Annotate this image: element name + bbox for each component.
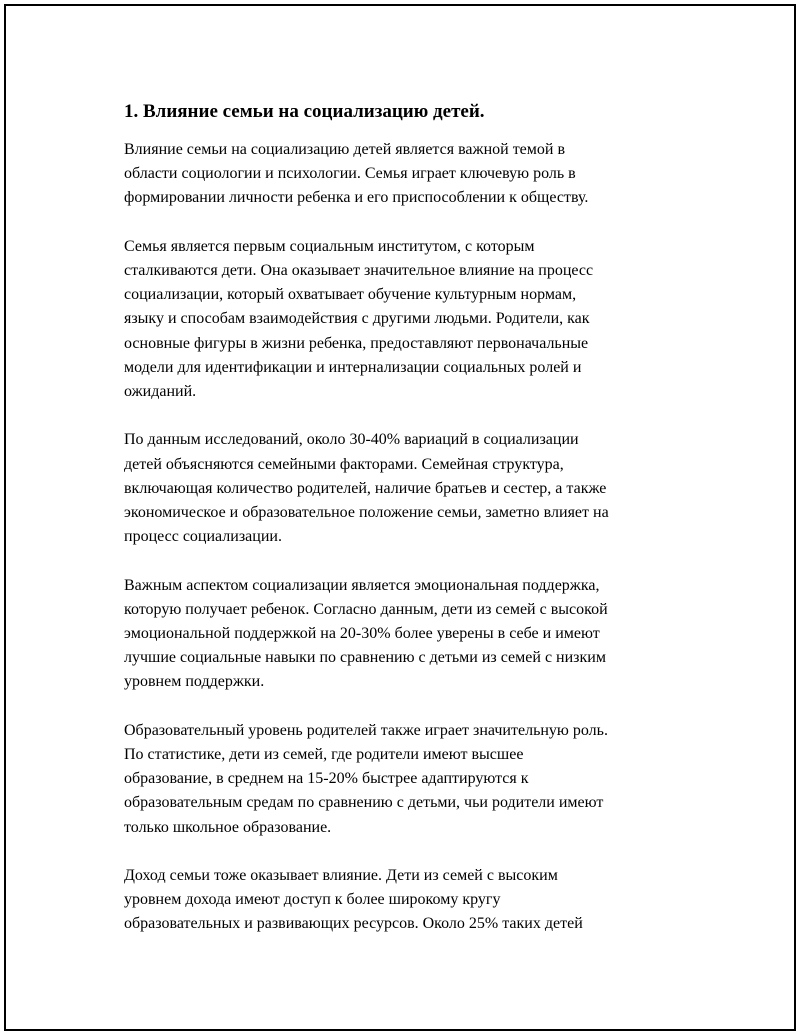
text-line: образование, в среднем на 15-20% быстрее адаптируются к (124, 770, 529, 788)
text-line: детей объясняются семейными факторами. Семейная структура, (124, 455, 564, 473)
text-line: сталкиваются дети. Она оказывает значительное влияние на процесс (124, 262, 594, 279)
page-frame (4, 4, 796, 1031)
text-line: Семья является первым социальным институтом, с которым (124, 237, 535, 255)
text-line: основные фигуры в жизни ребенка, предоставляют первоначальные (124, 334, 589, 352)
text-line: включающая количество родителей, наличие братьев и сестер, а также (124, 479, 607, 497)
text-line: По статистике, дети из семей, где родители имеют высшее (124, 746, 524, 764)
text-line: области социологии и психологии. Семья играет ключевую роль в (124, 165, 576, 183)
text-line: экономическое и образовательное положение семьи, заметно влияет на (124, 504, 609, 522)
paragraph-research-data (124, 428, 704, 549)
section-heading: 1. Влияние семьи на социализацию детей. (124, 101, 485, 122)
text-line: социализации, который охватывает обучение культурным нормам, (124, 286, 577, 304)
text-line: формировании личности ребенка и его приспособлении к обществу. (124, 189, 589, 207)
text-line: Важным аспектом социализации является эмоциональная поддержка, (124, 576, 600, 594)
text-line: образовательных и развивающих ресурсов. Около 25% таких детей (124, 915, 583, 933)
text-line: Образовательный уровень родителей также играет значительную роль. (124, 721, 608, 739)
text-line: Доход семьи тоже оказывает влияние. Дети из семей с высоким (124, 867, 558, 885)
text-line: Влияние семьи на социализацию детей является важной темой в (124, 141, 566, 158)
text-line: образовательным средам по сравнению с детьми, чьи родители имеют (124, 794, 604, 812)
text-line: лучшие социальные навыки по сравнению с детьми из семей с низким (124, 649, 606, 667)
text-line: которую получает ребенок. Согласно данным, дети из семей с высокой (124, 600, 608, 618)
paragraph-emotional-support (124, 574, 704, 695)
text-line: ожиданий. (124, 383, 197, 401)
text-line: языку и способам взаимодействия с другими людьми. Родители, как (124, 310, 590, 328)
text-line: уровнем поддержки. (124, 673, 265, 691)
text-line: По данным исследований, около 30-40% вариаций в социализации (124, 431, 579, 449)
paragraph-first-institution (124, 235, 704, 404)
text-line: эмоциональной поддержкой на 20-30% более уверены в себе и имеют (124, 625, 600, 643)
text-line: только школьное образование. (124, 818, 332, 836)
document-body (124, 98, 704, 961)
text-line: уровнем дохода имеют доступ к более широкому кругу (124, 891, 501, 909)
paragraph-family-income (124, 864, 704, 937)
text-line: процесс социализации. (124, 528, 282, 546)
paragraph-intro (124, 138, 704, 211)
text-line: модели для идентификации и интернализации социальных ролей и (124, 358, 582, 376)
paragraph-parent-education (124, 719, 704, 840)
